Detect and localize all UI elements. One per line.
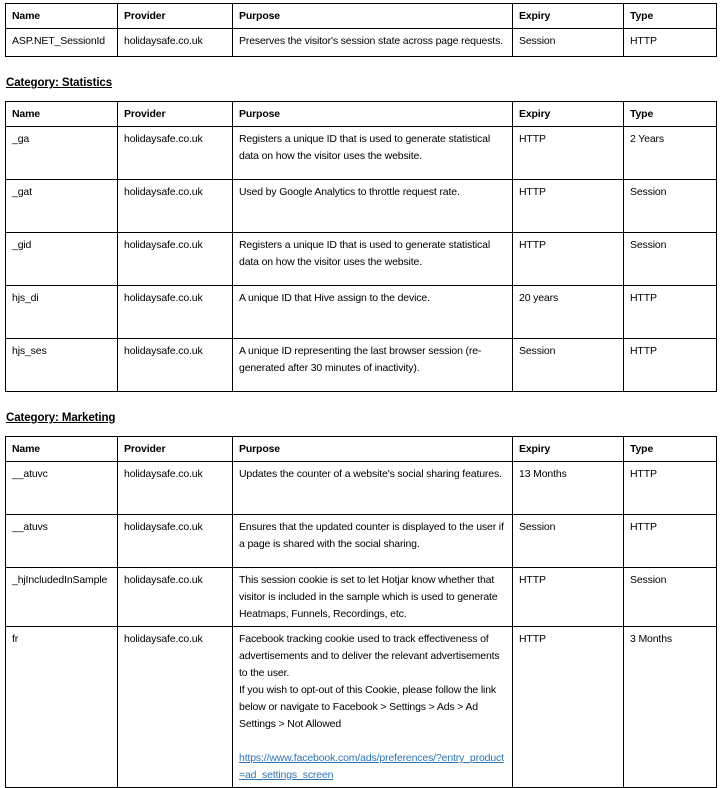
cookie-name-cell: _gat	[6, 180, 118, 233]
column-header-type: Type	[624, 4, 717, 29]
purpose-paragraph	[239, 733, 508, 750]
type-cell: HTTP	[624, 462, 717, 515]
cookie-name-cell: _hjIncludedInSample	[6, 568, 118, 627]
type-cell: HTTP	[624, 286, 717, 339]
column-header-provider: Provider	[118, 102, 233, 127]
purpose-paragraph: Facebook tracking cookie used to track effectiveness of advertisements and to deliver the relevant advertisements to the user.	[239, 633, 500, 679]
purpose-cell	[233, 462, 513, 515]
category-heading: Category: Marketing	[6, 412, 116, 424]
purpose-cell	[233, 568, 513, 627]
column-header-purpose: Purpose	[233, 102, 513, 127]
expiry-cell: 13 Months	[513, 462, 624, 515]
type-cell: HTTP	[624, 29, 717, 57]
table-row	[6, 568, 717, 627]
table-row	[6, 462, 717, 515]
provider-cell: holidaysafe.co.uk	[118, 339, 233, 392]
expiry-cell: Session	[513, 515, 624, 568]
provider-cell: holidaysafe.co.uk	[118, 568, 233, 627]
purpose-cell	[233, 180, 513, 233]
purpose-paragraph: A unique ID that Hive assign to the device.	[239, 292, 430, 304]
expiry-cell: 20 years	[513, 286, 624, 339]
purpose-paragraph: Registers a unique ID that is used to generate statistical data on how the visitor uses the website.	[239, 133, 491, 162]
provider-cell: holidaysafe.co.uk	[118, 286, 233, 339]
expiry-cell: HTTP	[513, 568, 624, 627]
table-row	[6, 515, 717, 568]
expiry-cell: HTTP	[513, 233, 624, 286]
type-cell: Session	[624, 568, 717, 627]
purpose-paragraph: Used by Google Analytics to throttle request rate.	[239, 186, 460, 198]
column-header-expiry: Expiry	[513, 4, 624, 29]
expiry-cell: HTTP	[513, 180, 624, 233]
column-header-provider: Provider	[118, 437, 233, 462]
provider-cell: holidaysafe.co.uk	[118, 462, 233, 515]
expiry-cell: Session	[513, 339, 624, 392]
provider-cell: holidaysafe.co.uk	[118, 29, 233, 57]
cookie-table-statistics	[5, 101, 717, 392]
column-header-name: Name	[6, 4, 118, 29]
header-row	[6, 437, 717, 462]
cookie-name-cell: hjs_ses	[6, 339, 118, 392]
header-row	[6, 4, 717, 29]
purpose-cell	[233, 627, 513, 788]
type-cell: 2 Years	[624, 127, 717, 180]
category-heading: Category: Statistics	[6, 77, 113, 89]
purpose-cell	[233, 339, 513, 392]
cookie-table-necessary	[5, 3, 717, 57]
purpose-paragraph: Preserves the visitor's session state across page requests.	[239, 35, 503, 47]
purpose-paragraph: Updates the counter of a website's social sharing features.	[239, 468, 502, 480]
type-cell: 3 Months	[624, 627, 717, 788]
purpose-cell	[233, 127, 513, 180]
table-row	[6, 627, 717, 788]
column-header-purpose: Purpose	[233, 4, 513, 29]
expiry-cell: HTTP	[513, 627, 624, 788]
purpose-cell	[233, 286, 513, 339]
provider-cell: holidaysafe.co.uk	[118, 180, 233, 233]
purpose-cell	[233, 233, 513, 286]
type-cell: Session	[624, 180, 717, 233]
column-header-name: Name	[6, 102, 118, 127]
expiry-cell: Session	[513, 29, 624, 57]
purpose-paragraph: A unique ID representing the last browser session (re-generated after 30 minutes of inactivity).	[239, 345, 482, 374]
cookie-name-cell: ASP.NET_SessionId	[6, 29, 118, 57]
cookie-name-cell: hjs_di	[6, 286, 118, 339]
table-row	[6, 29, 717, 57]
provider-cell: holidaysafe.co.uk	[118, 127, 233, 180]
provider-cell: holidaysafe.co.uk	[118, 515, 233, 568]
cookie-name-cell: _gid	[6, 233, 118, 286]
table-row	[6, 339, 717, 392]
column-header-expiry: Expiry	[513, 102, 624, 127]
column-header-expiry: Expiry	[513, 437, 624, 462]
purpose-paragraph: Ensures that the updated counter is displayed to the user if a page is shared with the social sharing.	[239, 521, 504, 550]
cookie-name-cell: __atuvs	[6, 515, 118, 568]
purpose-cell	[233, 515, 513, 568]
provider-cell: holidaysafe.co.uk	[118, 233, 233, 286]
cookie-table-marketing	[5, 436, 717, 788]
facebook-ad-preferences-link[interactable]: https://www.facebook.com/ads/preferences/?entry_product=ad_settings_screen	[239, 752, 504, 781]
table-row	[6, 127, 717, 180]
type-cell: HTTP	[624, 339, 717, 392]
type-cell: Session	[624, 233, 717, 286]
table-row	[6, 286, 717, 339]
cookie-name-cell: __atuvc	[6, 462, 118, 515]
purpose-paragraph: This session cookie is set to let Hotjar know whether that visitor is included in the sample which is used to generate Heatmaps, Funnels, Recordings, etc.	[239, 574, 498, 620]
cookie-name-cell: _ga	[6, 127, 118, 180]
table-row	[6, 233, 717, 286]
purpose-cell	[233, 29, 513, 57]
purpose-paragraph: Registers a unique ID that is used to generate statistical data on how the visitor uses the website.	[239, 239, 491, 268]
table-row	[6, 180, 717, 233]
column-header-purpose: Purpose	[233, 437, 513, 462]
cookie-name-cell: fr	[6, 627, 118, 788]
column-header-name: Name	[6, 437, 118, 462]
provider-cell: holidaysafe.co.uk	[118, 627, 233, 788]
column-header-provider: Provider	[118, 4, 233, 29]
column-header-type: Type	[624, 102, 717, 127]
expiry-cell: HTTP	[513, 127, 624, 180]
header-row	[6, 102, 717, 127]
type-cell: HTTP	[624, 515, 717, 568]
purpose-paragraph: If you wish to opt-out of this Cookie, please follow the link below or navigate to Facebook > Settings > Ads > Ad Settings > Not Allowed	[239, 684, 496, 730]
column-header-type: Type	[624, 437, 717, 462]
